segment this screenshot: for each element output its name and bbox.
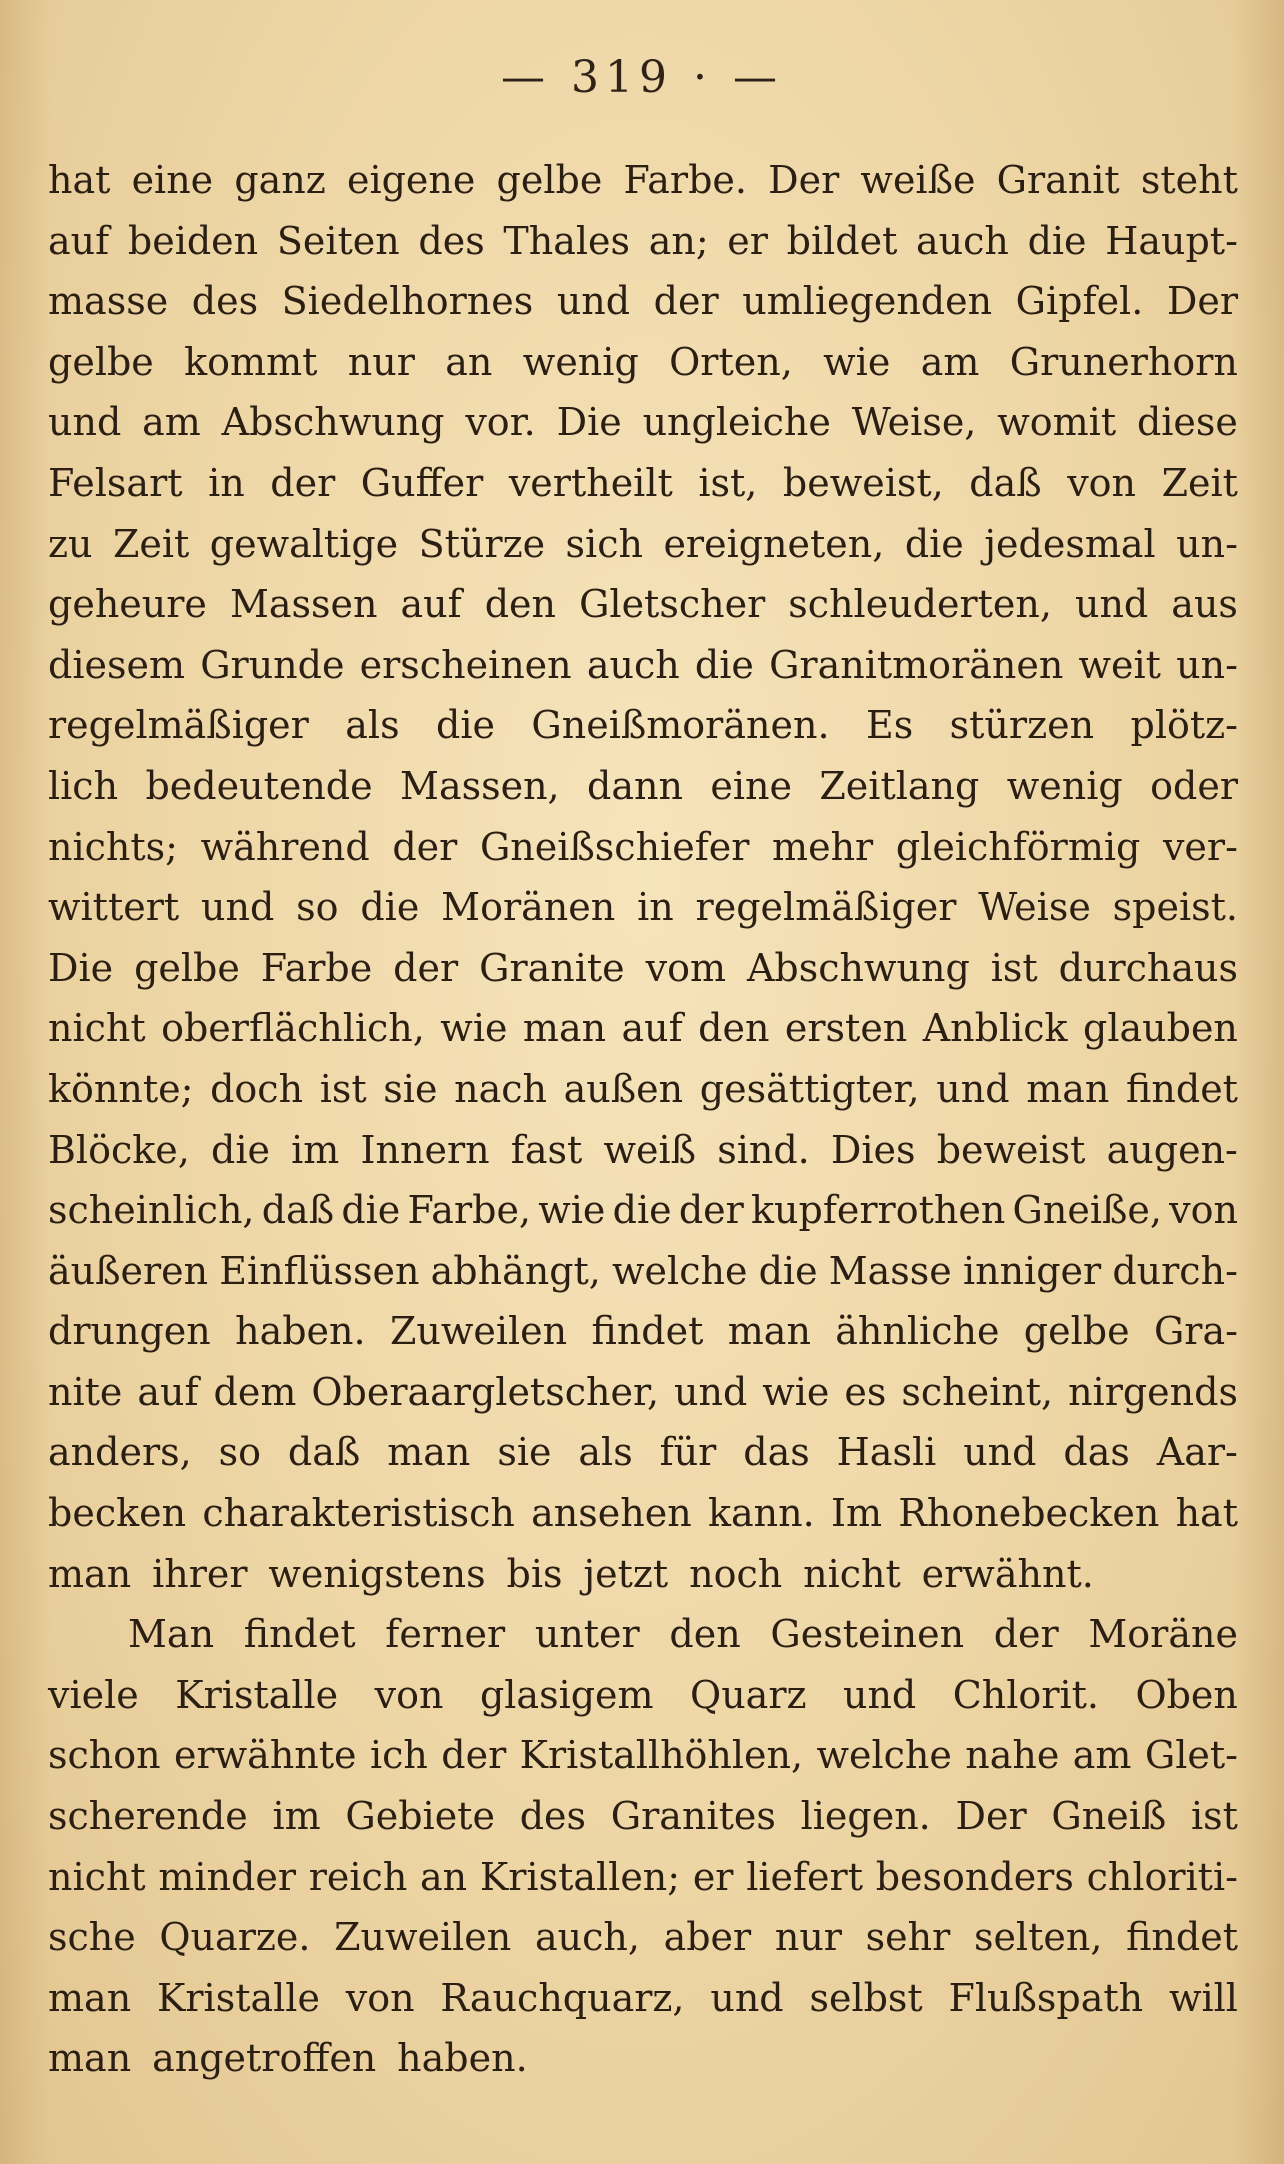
- text-line: Man findet ferner unter den Gesteinen der Moräne: [128, 1612, 1238, 1657]
- text-line: man ihrer wenigstens bis jetzt noch nicht erwähnt.: [48, 1551, 1094, 1596]
- text-line: hat eine ganz eigene gelbe Farbe. Der weiße Granit steht: [48, 158, 1238, 202]
- text-line: nicht oberflächlich, wie man auf den ersten Anblick glauben: [48, 1006, 1238, 1051]
- text-line: nite auf dem Oberaargletscher, und wie es scheint, nirgends: [48, 1369, 1238, 1414]
- text-line: und am Abschwung vor. Die ungleiche Weise, womit diese: [48, 400, 1238, 445]
- text-line: geheure Massen auf den Gletscher schleuderten, und aus: [48, 582, 1238, 627]
- text-line: Die gelbe Farbe der Granite vom Abschwung ist durchaus: [48, 945, 1238, 990]
- text-line: man Kristalle von Rauchquarz, und selbst Flußspath will: [48, 1975, 1238, 2020]
- text-line: drungen haben. Zuweilen findet man ähnliche gelbe Gra-: [48, 1309, 1238, 1354]
- text-line: nicht minder reich an Kristallen; er liefert besonders chloriti-: [48, 1854, 1238, 1899]
- text-line: wittert und so die Moränen in regelmäßiger Weise speist.: [48, 885, 1238, 930]
- text-line: Blöcke, die im Innern fast weiß sind. Dies beweist augen-: [48, 1127, 1238, 1172]
- body-text: [48, 150, 1238, 2089]
- text-line: becken charakteristisch ansehen kann. Im Rhonebecken hat: [48, 1491, 1238, 1536]
- text-line: auf beiden Seiten des Thales an; er bildet auch die Haupt-: [48, 218, 1238, 263]
- page-number: — 319 · —: [501, 52, 783, 103]
- text-line: nichts; während der Gneißschiefer mehr gleichförmig ver-: [48, 824, 1238, 869]
- text-line: man angetroffen haben.: [48, 2036, 528, 2081]
- text-line: Felsart in der Guffer vertheilt ist, beweist, daß von Zeit: [48, 460, 1238, 505]
- text-line: äußeren Einflüssen abhängt, welche die Masse inniger durch-: [48, 1248, 1238, 1293]
- text-line: sche Quarze. Zuweilen auch, aber nur sehr selten, findet: [48, 1915, 1238, 1960]
- text-line: könnte; doch ist sie nach außen gesättigter, und man findet: [48, 1066, 1238, 1111]
- text-line: scheinlich, daß die Farbe, wie die der kupferrothen Gneiße, von: [48, 1188, 1238, 1233]
- text-line: viele Kristalle von glasigem Quarz und Chlorit. Oben: [48, 1672, 1238, 1717]
- text-line: scherende im Gebiete des Granites liegen. Der Gneiß ist: [48, 1794, 1238, 1839]
- text-line: masse des Siedelhornes und der umliegenden Gipfel. Der: [48, 279, 1238, 324]
- text-line: gelbe kommt nur an wenig Orten, wie am Grunerhorn: [48, 339, 1238, 384]
- text-line: anders, so daß man sie als für das Hasli und das Aar-: [48, 1430, 1238, 1475]
- text-line: lich bedeutende Massen, dann eine Zeitlang wenig oder: [48, 763, 1238, 808]
- text-line: regelmäßiger als die Gneißmoränen. Es stürzen plötz-: [48, 703, 1238, 748]
- text-line: schon erwähnte ich der Kristallhöhlen, welche nahe am Glet-: [48, 1733, 1238, 1778]
- text-line: zu Zeit gewaltige Stürze sich ereigneten, die jedesmal un-: [48, 521, 1238, 566]
- text-line: diesem Grunde erscheinen auch die Granitmoränen weit un-: [48, 642, 1238, 687]
